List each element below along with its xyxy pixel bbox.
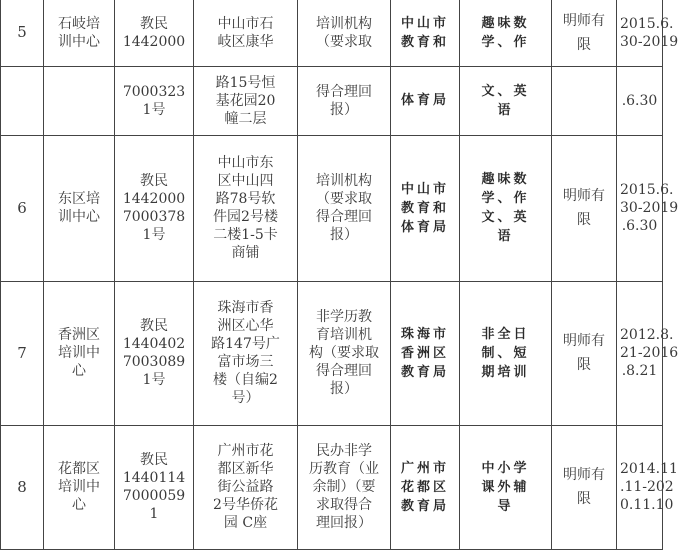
cell-line: 二楼1-5卡: [213, 227, 278, 243]
cell-line: 学、作: [481, 34, 530, 50]
cell-line: 报）: [330, 101, 358, 118]
type-cell: [298, 425, 391, 549]
cell-line: 教民: [140, 318, 168, 334]
cell-line: 民办非学: [316, 443, 372, 459]
cell-line: 花都区: [58, 461, 100, 477]
name-cell: [44, 281, 115, 425]
name-cell: [44, 135, 115, 281]
cell-line: 导: [497, 498, 514, 514]
index-text: 7: [17, 343, 27, 362]
cell-line: 中山市: [400, 181, 449, 197]
table-row: [1, 66, 663, 135]
liability-cell: [552, 425, 617, 549]
index-cell: [1, 135, 44, 281]
cell-line: 中小学: [481, 460, 530, 476]
cell-line: 教育局: [400, 498, 449, 514]
cell-line: 富市场三: [217, 354, 274, 370]
cell-line: 0.11.10: [620, 497, 674, 513]
period-cell: [617, 0, 678, 66]
cell-line: 楼（自编2: [213, 372, 278, 388]
cell-line: 中山市石: [217, 15, 274, 32]
period-cell: [617, 66, 663, 135]
cell-line: 1号: [142, 372, 166, 388]
cell-line: 心: [72, 363, 86, 379]
index-text: 6: [17, 198, 27, 217]
cell-line: 1号: [142, 101, 166, 118]
cell-line: 1442000: [122, 33, 186, 50]
cell-line: 学、作: [481, 191, 530, 206]
cell-line: 2014.11: [620, 461, 678, 477]
cell-line: 趣味数: [481, 15, 530, 31]
cell-line: 街公益路: [217, 479, 274, 495]
authority-cell: [391, 425, 460, 549]
cell-line: 路15号恒: [215, 74, 276, 91]
cell-line: 体育局: [400, 219, 449, 235]
cell-line: 广州市花: [217, 443, 274, 459]
cell-line: 趣味数: [481, 172, 530, 187]
cell-line: .11-202: [620, 479, 674, 495]
table-row: [1, 425, 663, 549]
cell-line: 培训机构: [316, 15, 372, 32]
type-cell: [298, 281, 391, 425]
cell-line: （要求取: [316, 33, 372, 50]
cell-line: 基花园20: [215, 92, 276, 109]
cell-line: 21-2016: [620, 345, 678, 361]
cell-line: 30-2019: [620, 200, 678, 216]
cell-line: 2012.8.: [620, 327, 674, 343]
index-cell: [1, 425, 44, 549]
cell-line: 路147号广: [211, 336, 280, 352]
cell-line: 珠海市香: [217, 300, 274, 316]
address-cell: [194, 281, 298, 425]
table-row: [1, 0, 663, 66]
address-cell: [194, 425, 298, 549]
cell-line: 教民: [140, 15, 168, 32]
cell-line: 训中心: [58, 33, 100, 50]
cell-line: 报）: [330, 381, 358, 397]
address-cell: [194, 135, 298, 281]
address-cell: [194, 0, 298, 66]
cell-line: 培训中: [58, 345, 100, 361]
liability-cell: [552, 66, 617, 135]
cell-line: 构（要求取: [309, 345, 379, 361]
cell-line: 园 C座: [223, 515, 268, 531]
cell-line: 幢二层: [224, 110, 267, 127]
license-cell: [115, 425, 194, 549]
cell-line: 得合理回: [316, 209, 372, 225]
cell-line: 历教育（业: [309, 461, 379, 477]
cell-line: 1号: [142, 227, 166, 243]
cell-line: 东区培: [58, 191, 100, 207]
cell-line: 培训机构: [316, 173, 372, 189]
cell-line: 香洲区: [400, 345, 449, 361]
cell-line: 文、英: [481, 83, 530, 99]
cell-line: 1440114: [122, 470, 186, 486]
scope-cell: [460, 0, 552, 66]
cell-line: 2号华侨花: [213, 497, 278, 513]
cell-line: 号）: [231, 390, 260, 406]
cell-line: 1442000: [122, 191, 186, 207]
index-cell: [1, 281, 44, 425]
liability-cell: [552, 135, 617, 281]
cell-line: 教育和: [400, 200, 449, 216]
cell-line: 珠海市: [400, 326, 449, 342]
license-cell: [115, 135, 194, 281]
cell-line: （要求取: [316, 191, 372, 207]
cell-line: 2015.6.: [620, 15, 674, 32]
authority-cell: [391, 135, 460, 281]
scope-cell: [460, 66, 552, 135]
index-cell: [1, 66, 44, 135]
name-cell: [44, 0, 115, 66]
scope-cell: [460, 425, 552, 549]
cell-line: 报）: [330, 227, 358, 243]
cell-line: 体育局: [400, 93, 449, 108]
cell-line: 7000059: [122, 488, 186, 504]
cell-line: 岐区康华: [217, 33, 274, 50]
index-text: 5: [17, 23, 27, 42]
cell-line: 语: [497, 229, 514, 244]
cell-line: 语: [497, 102, 514, 118]
liability-cell: [552, 281, 617, 425]
authority-cell: [391, 281, 460, 425]
cell-line: 商铺: [231, 245, 260, 261]
license-cell: [115, 281, 194, 425]
type-cell: [298, 66, 391, 135]
cell-line: 课外辅: [481, 479, 530, 495]
cell-line: 心: [72, 497, 86, 513]
authority-cell: [391, 66, 460, 135]
cell-line: .6.30: [621, 92, 658, 109]
index-text: 8: [17, 477, 27, 496]
license-cell: [115, 66, 194, 135]
liability-text: 明师有限: [562, 188, 605, 228]
cell-line: 广州市: [400, 460, 449, 476]
liability-cell: [552, 0, 617, 66]
type-cell: [298, 135, 391, 281]
liability-text: 明师有限: [562, 333, 605, 373]
liability-text: 明师有限: [562, 12, 605, 53]
cell-line: .8.21: [621, 363, 658, 379]
cell-line: 路78号软: [215, 191, 276, 207]
address-cell: [194, 66, 298, 135]
table-row: [1, 281, 663, 425]
cell-line: 30-2019: [620, 33, 678, 50]
liability-text: 明师有限: [562, 467, 605, 507]
cell-line: 花都区: [400, 479, 449, 495]
cell-line: 制、短: [481, 345, 530, 361]
type-cell: [298, 0, 391, 66]
table-row: [1, 135, 663, 281]
cell-line: 7003089: [122, 354, 186, 370]
cell-line: 7000378: [122, 209, 186, 225]
cell-line: 非学历教: [316, 309, 372, 325]
cell-line: 期培训: [481, 364, 530, 380]
cell-line: 件园2号楼: [213, 209, 278, 225]
name-cell: [44, 425, 115, 549]
cell-line: 余制）（要: [312, 479, 376, 495]
authority-cell: [391, 0, 460, 66]
cell-line: 洲区心华: [217, 318, 274, 334]
period-cell: [617, 425, 678, 549]
cell-line: 培训中: [58, 479, 100, 495]
cell-line: 中山市: [400, 15, 449, 31]
name-cell: [44, 66, 115, 135]
period-cell: [617, 281, 678, 425]
cell-line: 教育和: [400, 34, 449, 50]
cell-line: 非全日: [481, 326, 530, 342]
cell-line: 1440402: [122, 336, 186, 352]
period-cell: [617, 135, 678, 281]
cell-line: 育培训机: [316, 327, 372, 343]
cell-line: 教民: [140, 173, 168, 189]
cell-line: 石岐培: [58, 15, 100, 32]
index-cell: [1, 0, 44, 66]
cell-line: 都区新华: [217, 461, 274, 477]
cell-line: 得合理回: [316, 83, 372, 100]
scope-cell: [460, 135, 552, 281]
license-cell: [115, 0, 194, 66]
cell-line: 7000323: [122, 83, 186, 100]
cell-line: 2015.6.: [620, 182, 674, 198]
cell-line: 得合理回: [316, 363, 372, 379]
cell-line: 中山市东: [217, 155, 274, 171]
cell-line: 教民: [140, 452, 168, 468]
cell-line: 1: [149, 506, 159, 522]
scope-cell: [460, 281, 552, 425]
cell-line: 训中心: [58, 209, 100, 225]
cell-line: 文、英: [481, 210, 530, 225]
cell-line: 香洲区: [58, 327, 100, 343]
cell-line: 教育局: [400, 364, 449, 380]
cell-line: 理回报）: [316, 515, 372, 531]
cell-line: .6.30: [621, 218, 658, 234]
cell-line: 求取得合: [316, 497, 372, 513]
cell-line: 区中山四: [217, 173, 274, 189]
